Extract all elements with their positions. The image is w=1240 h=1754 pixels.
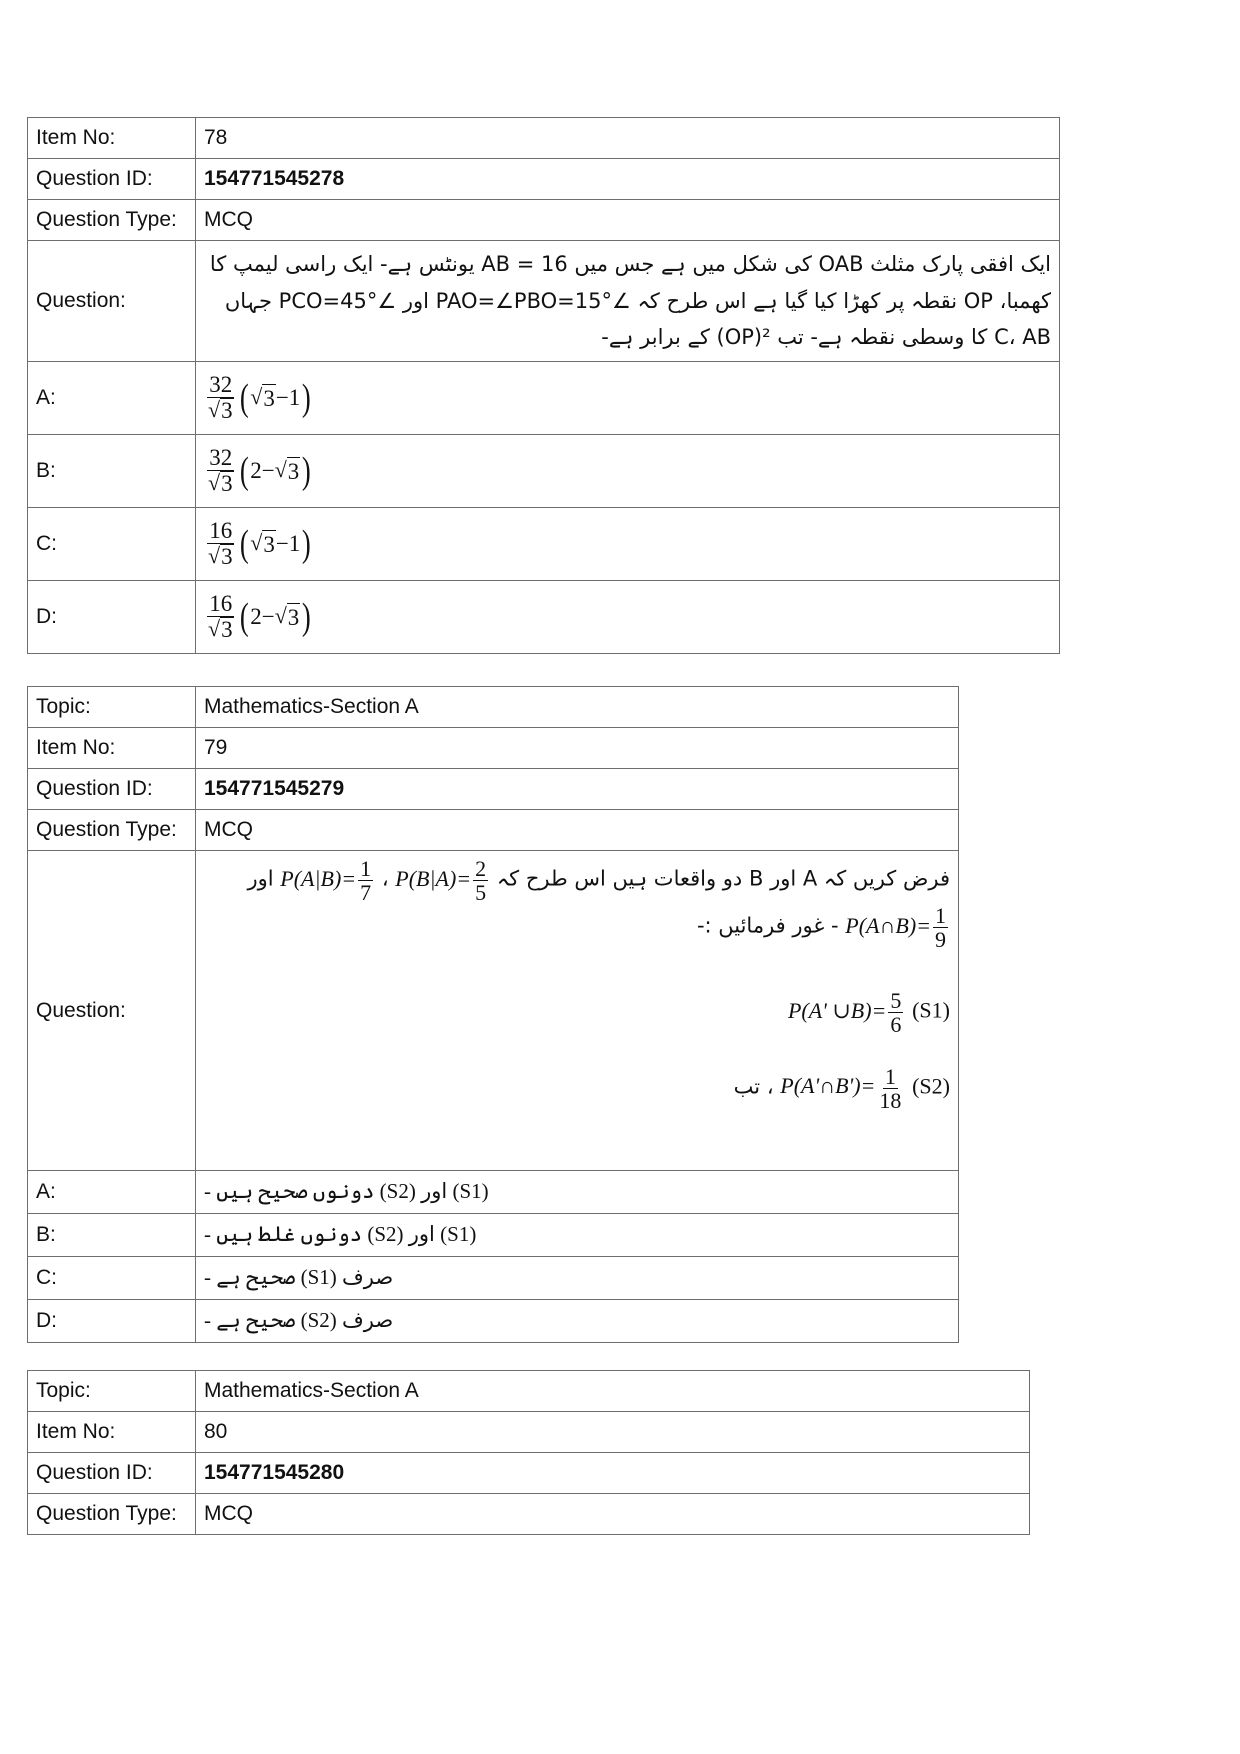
question-table-79 xyxy=(27,686,959,1343)
option-value-c xyxy=(196,1257,959,1300)
option-value-c xyxy=(196,508,1060,581)
question-text xyxy=(196,241,1060,362)
option-label-a: A: xyxy=(28,1171,196,1214)
fraction xyxy=(206,373,236,423)
option-text: صرف (S2) صحیح ہے - xyxy=(204,1308,394,1333)
option-label-d: D: xyxy=(28,1300,196,1343)
fraction-denominator: 5 xyxy=(475,880,487,906)
formula-text: P(A' ∪B)= xyxy=(787,998,887,1024)
item-no-value: 79 xyxy=(196,728,959,769)
text: فرض کریں کہ A اور B دو واقعات ہیں اس طرح کہ xyxy=(496,866,950,891)
term: 1 xyxy=(288,385,301,411)
formula-p-a-intersect-b xyxy=(845,903,950,953)
radicand: 3 xyxy=(263,531,275,557)
fraction-numerator: 1 xyxy=(935,903,946,929)
option-label-c: C: xyxy=(28,508,196,581)
item-no-row xyxy=(28,118,1060,159)
formula-text: P(A|B)= xyxy=(280,865,357,891)
text: - غور فرمائیں :- xyxy=(696,913,839,938)
option-text: (S1) اور (S2) دونوں صحیح ہیں - xyxy=(204,1179,489,1204)
option-label-c: C: xyxy=(28,1257,196,1300)
term: 2 xyxy=(250,458,262,484)
question-line-1 xyxy=(204,857,950,904)
question-line-2: کھمبا، OP نقطہ پر کھڑا کیا گیا ہے اس طرح کہ ∠PAO=∠PBO=15° اور ∠PCO=45° جہاں xyxy=(224,288,1051,313)
question-id-label: Question ID: xyxy=(28,1453,196,1494)
fraction-denominator: √ 3 xyxy=(208,470,233,496)
statement-s1 xyxy=(204,989,950,1036)
fraction-denominator: 9 xyxy=(935,927,946,953)
option-value-b xyxy=(196,1214,959,1257)
question-type-label: Question Type: xyxy=(28,810,196,851)
radicand: 3 xyxy=(287,604,300,630)
radicand: 3 xyxy=(221,617,233,642)
item-no-value: 78 xyxy=(196,118,1060,159)
formula-text: P(A'∩B')= xyxy=(780,1073,876,1099)
radicand: 3 xyxy=(221,398,233,423)
formula-s1 xyxy=(787,988,905,1038)
option-row-b xyxy=(28,435,1060,508)
statement-s2 xyxy=(204,1065,950,1112)
fraction-numerator: 5 xyxy=(890,988,902,1014)
topic-label: Topic: xyxy=(28,1371,196,1412)
formula-s2 xyxy=(780,1063,905,1113)
formula-p-a-given-b xyxy=(280,856,375,906)
option-row-c xyxy=(28,508,1060,581)
option-value-d xyxy=(196,581,1060,654)
item-no-value: 80 xyxy=(196,1412,1030,1453)
question-type-row xyxy=(28,810,959,851)
fraction-numerator: 1 xyxy=(884,1063,896,1089)
question-id-row xyxy=(28,159,1060,200)
fraction xyxy=(206,519,236,569)
question-label: Question: xyxy=(28,241,196,362)
item-no-label: Item No: xyxy=(28,118,196,159)
question-id-value: 154771545280 xyxy=(196,1453,1030,1494)
option-row-c xyxy=(28,1257,959,1300)
fraction-numerator: 32 xyxy=(209,444,233,470)
option-text: (S1) اور (S2) دونوں غلط ہیں - xyxy=(204,1222,477,1247)
topic-value: Mathematics-Section A xyxy=(196,1371,1030,1412)
formula-p-b-given-a xyxy=(395,856,490,906)
option-text: صرف (S1) صحیح ہے - xyxy=(204,1265,394,1290)
option-formula-c: 16 √ 3 ( √ 3 − 1 ) xyxy=(208,517,312,569)
option-formula-b: 32 √ 3 ( 2 − √ 3 ) xyxy=(208,444,312,496)
option-label-b: B: xyxy=(28,1214,196,1257)
statement-tag: (S1) xyxy=(912,998,950,1024)
question-type-value: MCQ xyxy=(196,200,1060,241)
formula-text: P(A∩B)= xyxy=(845,912,931,938)
question-label: Question: xyxy=(28,851,196,1171)
question-type-value: MCQ xyxy=(196,1494,1030,1535)
question-line-2 xyxy=(204,904,950,951)
option-row-d xyxy=(28,1300,959,1343)
item-no-label: Item No: xyxy=(28,1412,196,1453)
question-row xyxy=(28,241,1060,362)
option-row-d xyxy=(28,581,1060,654)
question-text xyxy=(196,851,959,1171)
radicand: 3 xyxy=(263,385,275,411)
operator: − xyxy=(275,385,289,411)
fraction xyxy=(206,592,236,642)
question-id-label: Question ID: xyxy=(28,769,196,810)
fraction-denominator: √ 3 xyxy=(208,616,233,642)
question-line-1: ایک افقی پارک مثلث OAB کی شکل میں ہے جس میں AB = 16 یونٹس ہے- ایک راسی لیمپ کا xyxy=(209,251,1051,276)
question-type-row xyxy=(28,1494,1030,1535)
fraction-numerator: 16 xyxy=(209,517,233,543)
option-label-d: D: xyxy=(28,581,196,654)
question-row xyxy=(28,851,959,1171)
fraction-numerator: 1 xyxy=(360,856,372,881)
topic-label: Topic: xyxy=(28,687,196,728)
question-table-78 xyxy=(27,117,1060,654)
fraction-numerator: 2 xyxy=(475,856,487,881)
option-row-b xyxy=(28,1214,959,1257)
operator: − xyxy=(261,458,275,484)
question-id-row xyxy=(28,769,959,810)
radicand: 3 xyxy=(287,458,300,484)
fraction-denominator: 6 xyxy=(890,1012,902,1038)
option-label-b: B: xyxy=(28,435,196,508)
formula-text: P(B|A)= xyxy=(395,865,472,891)
question-id-value: 154771545278 xyxy=(196,159,1060,200)
item-no-row xyxy=(28,1412,1030,1453)
fraction-numerator: 16 xyxy=(209,590,233,616)
operator: − xyxy=(261,604,275,630)
question-line-3: C، AB کا وسطی نقطہ ہے- تب ²(OP) کے برابر ہے- xyxy=(601,325,1051,350)
operator: − xyxy=(275,531,289,557)
option-formula-a: 32 √ 3 ( √ 3 − 1 ) xyxy=(208,371,312,423)
fraction-denominator: 18 xyxy=(879,1087,902,1113)
option-row-a xyxy=(28,362,1060,435)
topic-value: Mathematics-Section A xyxy=(196,687,959,728)
radicand: 3 xyxy=(221,544,233,569)
question-id-row xyxy=(28,1453,1030,1494)
item-no-label: Item No: xyxy=(28,728,196,769)
topic-row xyxy=(28,687,959,728)
question-type-label: Question Type: xyxy=(28,200,196,241)
option-value-b xyxy=(196,435,1060,508)
question-id-label: Question ID: xyxy=(28,159,196,200)
question-type-label: Question Type: xyxy=(28,1494,196,1535)
question-type-row xyxy=(28,200,1060,241)
question-type-value: MCQ xyxy=(196,810,959,851)
option-label-a: A: xyxy=(28,362,196,435)
fraction-denominator: √ 3 xyxy=(208,543,233,569)
question-id-value: 154771545279 xyxy=(196,769,959,810)
item-no-row xyxy=(28,728,959,769)
fraction xyxy=(206,446,236,496)
topic-row xyxy=(28,1371,1030,1412)
term: 1 xyxy=(288,531,301,557)
statement-tag: (S2) xyxy=(912,1073,950,1099)
text: اور xyxy=(247,866,274,891)
option-formula-d: 16 √ 3 ( 2 − √ 3 ) xyxy=(208,590,312,642)
text: ، تب xyxy=(733,1074,774,1099)
radicand: 3 xyxy=(221,471,233,496)
option-row-a xyxy=(28,1171,959,1214)
fraction-denominator: 7 xyxy=(360,880,372,906)
option-value-a xyxy=(196,1171,959,1214)
separator: ، xyxy=(381,866,389,891)
question-table-80 xyxy=(27,1370,1030,1535)
option-value-d xyxy=(196,1300,959,1343)
fraction-denominator: √ 3 xyxy=(208,397,233,423)
term: 2 xyxy=(250,604,262,630)
option-value-a xyxy=(196,362,1060,435)
fraction-numerator: 32 xyxy=(209,371,233,397)
